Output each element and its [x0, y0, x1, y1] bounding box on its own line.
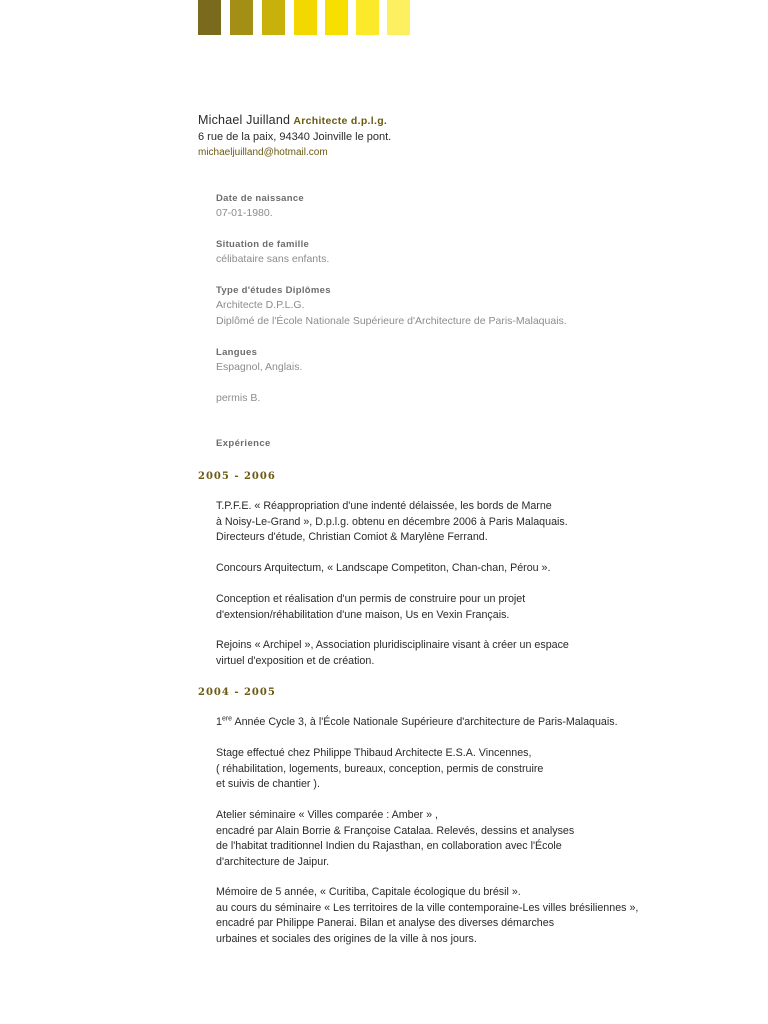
- color-swatch-5: [325, 0, 348, 35]
- address: 6 rue de la paix, 94340 Joinville le pont.: [198, 131, 392, 143]
- contact-header: [198, 112, 391, 161]
- studies-degree: Architecte D.P.L.G.: [216, 299, 305, 311]
- experience-heading: Expérience: [216, 438, 271, 449]
- color-swatch-6: [356, 0, 379, 35]
- color-swatch-4: [294, 0, 317, 35]
- birth-label: Date de naissance: [216, 193, 305, 204]
- person-name: Michael Juilland: [198, 113, 291, 127]
- experience-item: Mémoire de 5 année, « Curitiba, Capitale écologique du brésil ». au cours du séminaire « Les territoires de la ville contemporaine-Les villes brésiliennes », encadré par Philippe Panerai. Bilan et analyse des diverses démarches urbaines et sociales des origines de la ville à nos jours.: [216, 886, 639, 945]
- permit-section: [216, 391, 260, 407]
- family-value: célibataire sans enfants.: [216, 253, 330, 265]
- birth-section: [216, 191, 304, 222]
- family-section: [216, 237, 329, 268]
- period-years: 2004 - 2005: [198, 687, 276, 698]
- studies-school: Diplômé de l'École Nationale Supérieure d'Architecture de Paris-Malaquais.: [216, 314, 567, 327]
- color-swatch-2: [230, 0, 253, 35]
- experience-item: Stage effectué chez Philippe Thibaud Architecte E.S.A. Vincennes, ( réhabilitation, logements, bureaux, conception, permis de construire et suivis de chantier ).: [216, 747, 544, 790]
- languages-section: [216, 345, 302, 376]
- experience-item: [216, 715, 696, 731]
- family-label: Situation de famille: [216, 239, 310, 250]
- languages-value: Espagnol, Anglais.: [216, 361, 303, 373]
- period-years: 2005 - 2006: [198, 471, 276, 482]
- cycle-number: 1: [216, 716, 222, 728]
- birth-value: 07-01-1980.: [216, 207, 273, 219]
- color-swatch-1: [198, 0, 221, 35]
- experience-item: Conception et réalisation d'un permis de construire pour un projet d'extension/réhabilitation d'une maison, Us en Vexin Français.: [216, 593, 526, 621]
- name-line: [198, 112, 391, 129]
- color-swatch-3: [262, 0, 285, 35]
- languages-label: Langues: [216, 347, 258, 358]
- email-link[interactable]: michaeljuilland@hotmail.com: [198, 147, 328, 158]
- professional-title: Architecte d.p.l.g.: [293, 115, 388, 127]
- studies-section: [216, 283, 567, 329]
- color-swatch-7: [387, 0, 410, 35]
- ordinal-suffix: ere: [221, 715, 233, 723]
- experience-item: Atelier séminaire « Villes comparée : Amber » , encadré par Alain Borrie & Françoise Catalaa. Relevés, dessins et analyses de l'habitat traditionnel Indien du Rajasthan, en collaboration avec l'École d'architecture de Jaipur.: [216, 809, 575, 868]
- driving-permit: permis B.: [216, 392, 261, 404]
- experience-item: T.P.F.E. « Réappropriation d'une indenté délaissée, les bords de Marne à Noisy-Le-Grand », D.p.l.g. obtenu en décembre 2006 à Paris Malaquais. Directeurs d'étude, Christian Comiot & Marylène Ferrand.: [216, 500, 568, 543]
- cycle-text: Année Cycle 3, à l'École Nationale Supérieure d'architecture de Paris-Malaquais.: [232, 716, 618, 728]
- experience-item: Rejoins « Archipel », Association pluridisciplinaire visant à créer un espace virtuel d'exposition et de création.: [216, 639, 569, 667]
- studies-label: Type d'études Diplômes: [216, 285, 331, 296]
- experience-item: Concours Arquitectum, « Landscape Competiton, Chan-chan, Pérou ».: [216, 562, 551, 574]
